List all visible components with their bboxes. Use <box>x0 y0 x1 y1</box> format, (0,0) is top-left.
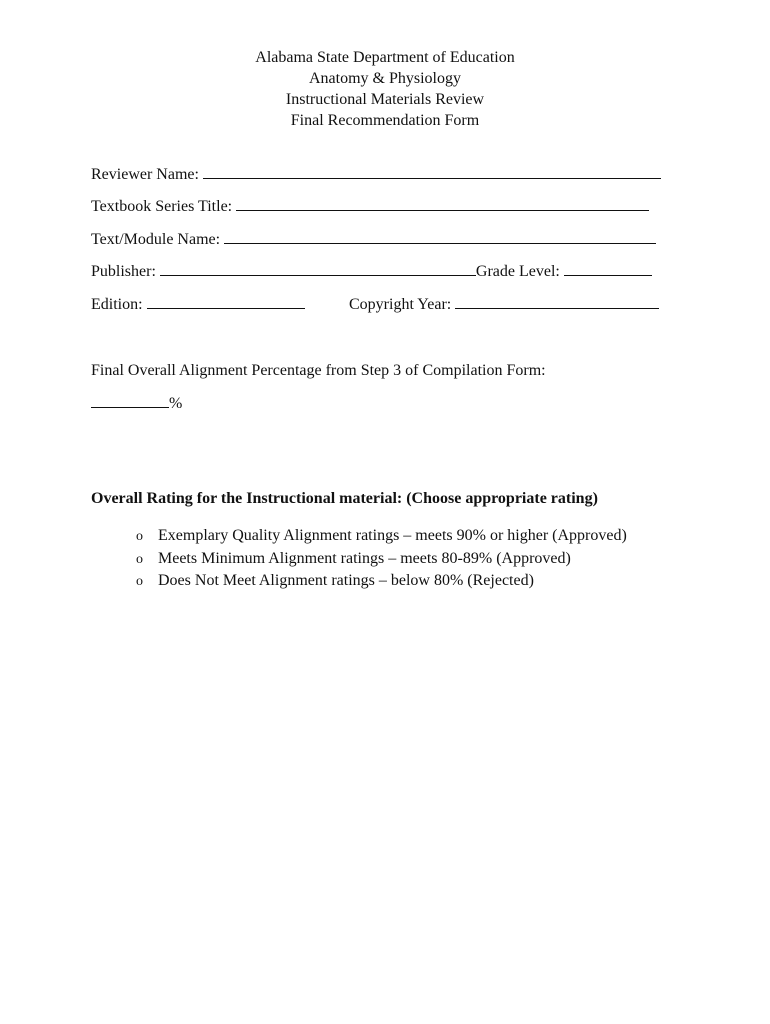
circle-bullet-icon: o <box>136 574 143 589</box>
header-review-type: Instructional Materials Review <box>285 91 485 108</box>
text-module-name-field[interactable] <box>224 229 656 244</box>
percent-sign: % <box>169 395 183 412</box>
alignment-percentage-field[interactable] <box>91 393 169 408</box>
text-module-name-label: Text/Module Name: <box>91 231 225 248</box>
reviewer-name-field[interactable] <box>203 164 661 179</box>
textbook-series-title-row <box>91 196 649 217</box>
rating-options-list <box>136 525 627 593</box>
edition-row <box>91 294 305 315</box>
alignment-percentage-row <box>91 393 182 414</box>
rating-option-label: Meets Minimum Alignment ratings – meets 80-89% (Approved) <box>158 549 571 567</box>
rating-option-exemplary[interactable] <box>136 525 627 548</box>
edition-label: Edition: <box>91 296 147 313</box>
reviewer-name-label: Reviewer Name: <box>91 166 203 183</box>
rating-option-label: Exemplary Quality Alignment ratings – meets 90% or higher (Approved) <box>158 527 627 544</box>
alignment-label: Final Overall Alignment Percentage from Step 3 of Compilation Form: <box>91 362 546 379</box>
rating-option-does-not-meet[interactable] <box>136 570 627 593</box>
rating-option-label: Does Not Meet Alignment ratings – below 80% (Rejected) <box>158 572 534 589</box>
edition-field[interactable] <box>147 294 305 309</box>
publisher-field[interactable] <box>160 261 476 276</box>
grade-level-field[interactable] <box>564 261 652 276</box>
copyright-year-row <box>349 294 659 315</box>
form-header <box>0 47 770 131</box>
header-form-title: Final Recommendation Form <box>290 112 480 129</box>
rating-option-meets-minimum[interactable] <box>136 548 627 571</box>
header-department: Alabama State Department of Education <box>255 49 515 66</box>
copyright-year-field[interactable] <box>455 294 659 309</box>
grade-level-label: Grade Level: <box>475 263 564 280</box>
textbook-series-title-label: Textbook Series Title: <box>91 198 237 215</box>
circle-bullet-icon: o <box>136 529 143 544</box>
reviewer-name-row <box>91 164 661 185</box>
text-module-name-row <box>91 229 656 250</box>
circle-bullet-icon: o <box>136 551 143 567</box>
overall-rating-title: Overall Rating for the Instructional material: (Choose appropriate rating) <box>91 490 598 507</box>
copyright-year-label: Copyright Year: <box>349 296 456 313</box>
header-subject: Anatomy & Physiology <box>308 70 461 87</box>
publisher-row <box>91 261 652 282</box>
textbook-series-title-field[interactable] <box>236 196 649 211</box>
publisher-label: Publisher: <box>91 263 160 280</box>
